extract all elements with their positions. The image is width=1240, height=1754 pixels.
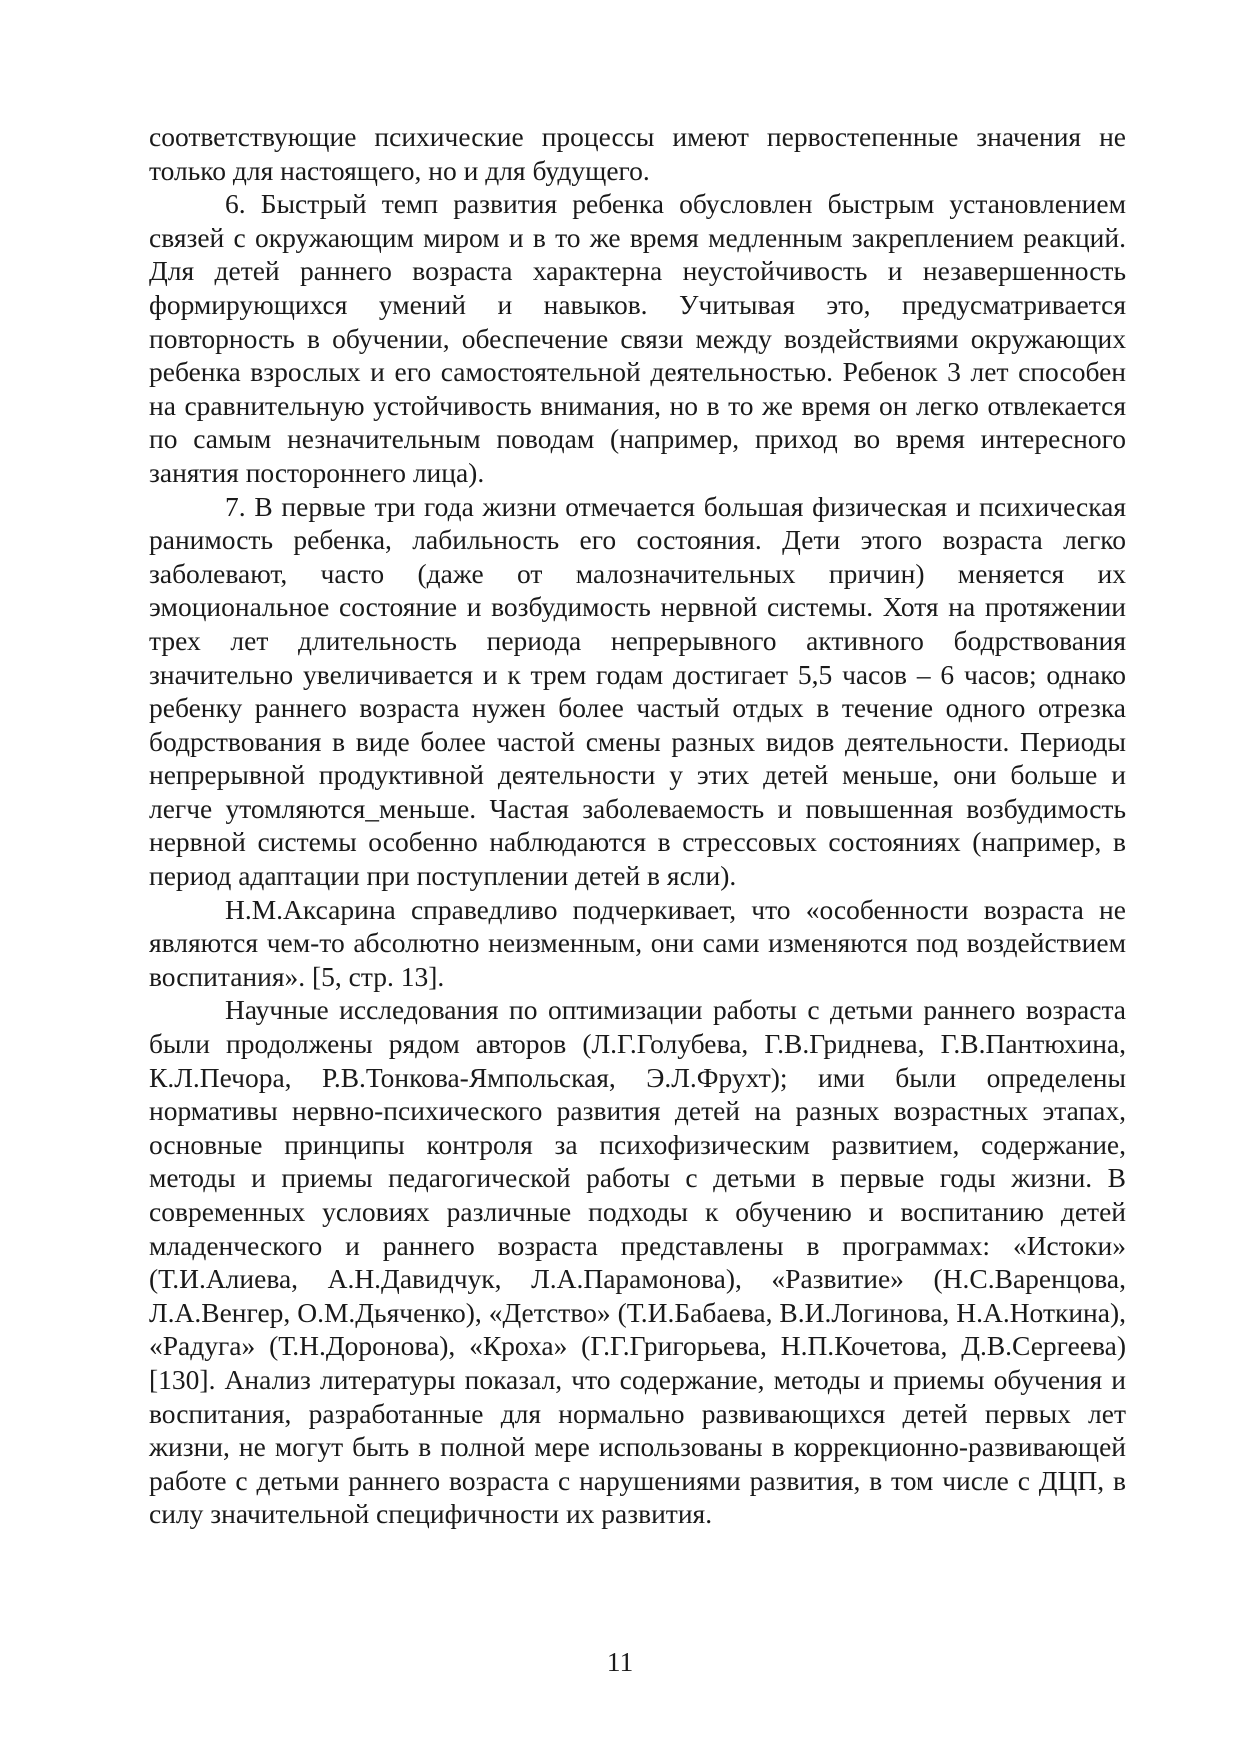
paragraph-continuation: соответствующие психические процессы имеют первостепенные значения не только для настоящего, но и для будущего. [149, 121, 1126, 186]
page-number: 11 [606, 1646, 634, 1677]
paragraph-item-7: 7. В первые три года жизни отмечается большая физическая и психическая ранимость ребенка, лабильность его состояния. Дети этого возраста легко заболевают, часто (даже от малозначительных причин) меняется их эмоциональное состояние и возбудимость нервной системы. Хотя на протяжении трех лет длительность периода непрерывного активного бодрствования значительно увеличивается и к трем годам достигает 5,5 часов – 6 часов; однако ребенку раннего возраста нужен более частый отдых в течение одного отрезка бодрствования в виде более частой смены разных видов деятельности. Периоды непрерывной продуктивной деятельности у этих детей меньше, они больше и легче утомляются_меньше. Частая заболеваемость и повышенная возбудимость нервной системы особенно наблюдаются в стрессовых состояниях (например, в период адаптации при поступлении детей в ясли). [149, 490, 1126, 892]
paragraph-item-6: 6. Быстрый темп развития ребенка обусловлен быстрым установлением связей с окружающим миром и в то же время медленным закреплением реакций. Для детей раннего возраста характерна неустойчивость и незавершенность формирующихся умений и навыков. Учитывая это, предусматривается повторность в обучении, обеспечение связи между воздействиями окружающих ребенка взрослых и его самостоятельной деятельностью. Ребенок 3 лет способен на сравнительную устойчивость внимания, но в то же время он легко отвлекается по самым незначительным поводам (например, приход во время интересного занятия постороннего лица). [149, 188, 1126, 488]
paragraph-aksarina-quote: Н.М.Аксарина справедливо подчеркивает, что «особенности возраста не являются чем-то абсолютно неизменным, они сами изменяются под воздействием воспитания». [5, стр. 13]. [149, 893, 1126, 992]
paragraph-research: Научные исследования по оптимизации работы с детьми раннего возраста были продолжены рядом авторов (Л.Г.Голубева, Г.В.Гриднева, Г.В.Пантюхина, К.Л.Печора, Р.В.Тонкова-Ямпольская, Э.Л.Фрухт); ими были определены нормативы нервно-психического развития детей на разных возрастных этапах, основные принципы контроля за психофизическим развитием, содержание, методы и приемы педагогической работы с детьми в первые годы жизни. В современных условиях различные подходы к обучению и воспитанию детей младенческого и раннего возраста представлены в программах: «Истоки» (Т.И.Алиева, А.Н.Давидчук, Л.А.Парамонова), «Развитие» (Н.С.Варенцова, Л.А.Венгер, О.М.Дьяченко), «Детство» (Т.И.Бабаева, В.И.Логинова, Н.А.Ноткина), «Радуга» (Т.Н.Доронова), «Кроха» (Г.Г.Григорьева, Н.П.Кочетова, Д.В.Сергеева) [130]. Анализ литературы показал, что содержание, методы и приемы обучения и воспитания, разработанные для нормально развивающихся детей первых лет жизни, не могут быть в полной мере использованы в коррекционно-развивающей работе с детьми раннего возраста с нарушениями развития, в том числе с ДЦП, в силу значительной специфичности их развития. [149, 994, 1126, 1530]
document-body [149, 120, 1126, 1531]
